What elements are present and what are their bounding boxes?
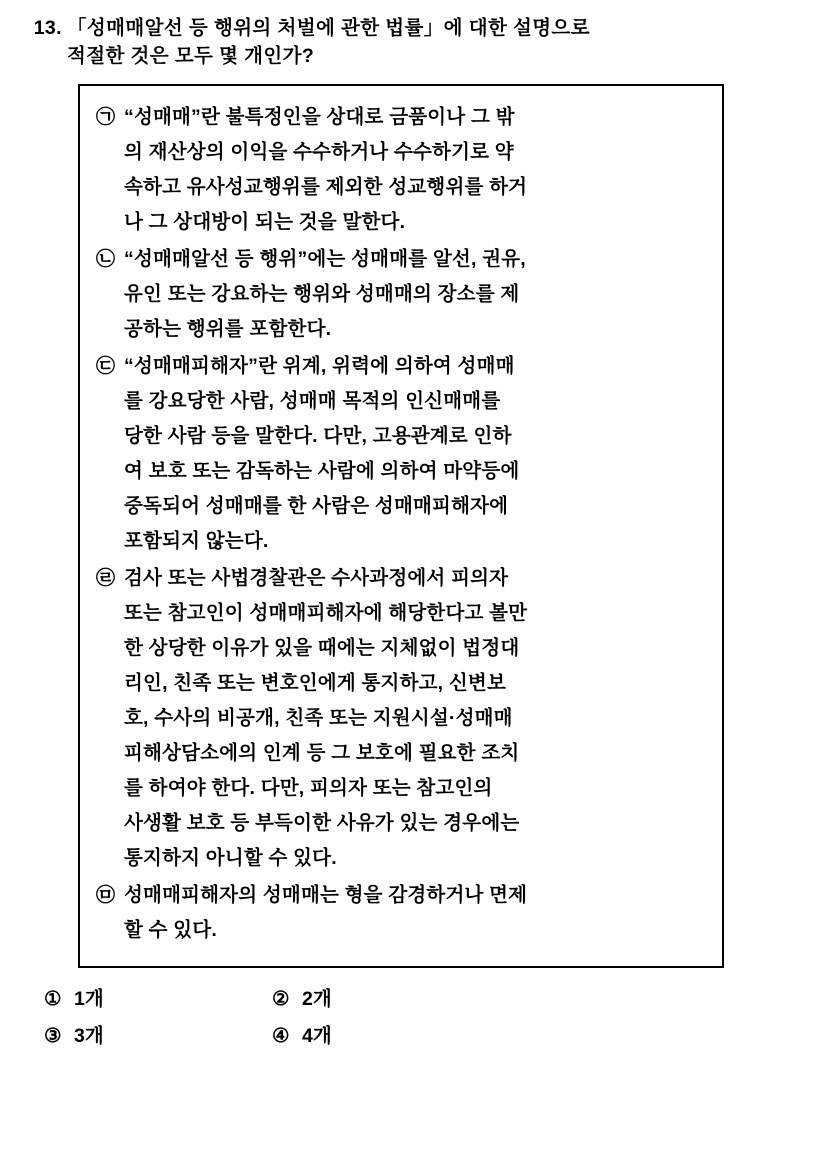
passage-line: 포함되지 않는다. (124, 530, 269, 552)
passage-line: 한 상당한 이유가 있을 때에는 지체없이 법정대 (124, 637, 520, 659)
passage-item (96, 349, 706, 559)
passage-item-text (124, 878, 706, 948)
passage-item-marker: ㉣ (96, 568, 116, 589)
passage-line: 리인, 친족 또는 변호인에게 통지하고, 신변보 (124, 672, 506, 694)
choice-option-3[interactable] (44, 1023, 272, 1049)
passage-line: 속하고 유사성교행위를 제외한 성교행위를 하거 (124, 176, 528, 198)
passage-box (78, 84, 724, 968)
passage-line: 당한 사람 등을 말한다. 다만, 고용관계로 인하 (124, 425, 512, 447)
passage-item (96, 878, 706, 948)
choice-number: ④ (272, 1025, 290, 1047)
passage-item-text (124, 561, 706, 876)
choice-option-1[interactable] (44, 986, 272, 1012)
passage-item-marker: ㉡ (96, 249, 116, 270)
passage-line-text: “성매매”란 불특정인을 상대로 금품이나 그 밖 (124, 106, 515, 128)
passage-item (96, 100, 706, 240)
choice-option-4[interactable] (272, 1023, 332, 1049)
passage-item-marker: ㉢ (96, 356, 116, 377)
passage-line: 나 그 상대방이 되는 것을 말한다. (124, 211, 406, 233)
choice-label: 1개 (74, 988, 104, 1010)
choice-number: ② (272, 988, 290, 1010)
choice-label: 4개 (302, 1025, 332, 1047)
question-stem-line: 적절한 것은 모두 몇 개인가? (67, 45, 315, 67)
question-stem-line: 「성매매알선 등 행위의 처벌에 관한 법률」에 대한 설명으로 (67, 17, 590, 39)
passage-item-marker: ㉤ (96, 885, 116, 906)
passage-item-text (124, 242, 706, 347)
passage-line: 피해상담소에의 인계 등 그 보호에 필요한 조치 (124, 742, 520, 764)
passage-line: 할 수 있다. (124, 919, 218, 941)
passage-line: 통지하지 아니할 수 있다. (124, 847, 337, 869)
passage-line: 성매매피해자의 성매매는 형을 감경하거나 면제 (124, 884, 528, 906)
choice-label: 2개 (302, 988, 332, 1010)
choice-row (44, 1023, 744, 1049)
passage-line: 검사 또는 사법경찰관은 수사과정에서 피의자 (124, 567, 509, 589)
passage-item (96, 561, 706, 876)
passage-line: 또는 참고인이 성매매피해자에 해당한다고 볼만 (124, 602, 528, 624)
passage-line: 를 강요당한 사람, 성매매 목적의 인신매매를 (124, 390, 501, 412)
passage-line: 의 재산상의 이익을 수수하거나 수수하기로 약 (124, 141, 514, 163)
passage-line: 를 하여야 한다. 다만, 피의자 또는 참고인의 (124, 777, 493, 799)
answer-choices (44, 986, 744, 1049)
passage-line: 중독되어 성매매를 한 사람은 성매매피해자에 (124, 495, 509, 517)
passage-line: 유인 또는 강요하는 행위와 성매매의 장소를 제 (124, 283, 520, 305)
passage-line: 호, 수사의 비공개, 친족 또는 지원시설·성매매 (124, 707, 513, 729)
passage-item-text (124, 100, 706, 240)
choice-row (44, 986, 744, 1012)
question-stem-text (67, 14, 804, 70)
passage-item-marker: ㉠ (96, 107, 116, 128)
passage-item-text (124, 349, 706, 559)
passage-line: 사생활 보호 등 부득이한 사유가 있는 경우에는 (124, 812, 520, 834)
choice-label: 3개 (74, 1025, 104, 1047)
choice-option-2[interactable] (272, 986, 332, 1012)
passage-line: 공하는 행위를 포함한다. (124, 318, 332, 340)
question-stem (22, 14, 804, 70)
question-number: 13. (33, 17, 62, 39)
passage-item (96, 242, 706, 347)
passage-line: “성매매알선 등 행위”에는 성매매를 알선, 권유, (124, 248, 526, 270)
passage-line (124, 100, 706, 135)
choice-number: ① (44, 988, 62, 1010)
passage-line: 여 보호 또는 감독하는 사람에 의하여 마약등에 (124, 460, 520, 482)
choice-number: ③ (44, 1025, 62, 1047)
passage-line: “성매매피해자”란 위계, 위력에 의하여 성매매 (124, 355, 515, 377)
